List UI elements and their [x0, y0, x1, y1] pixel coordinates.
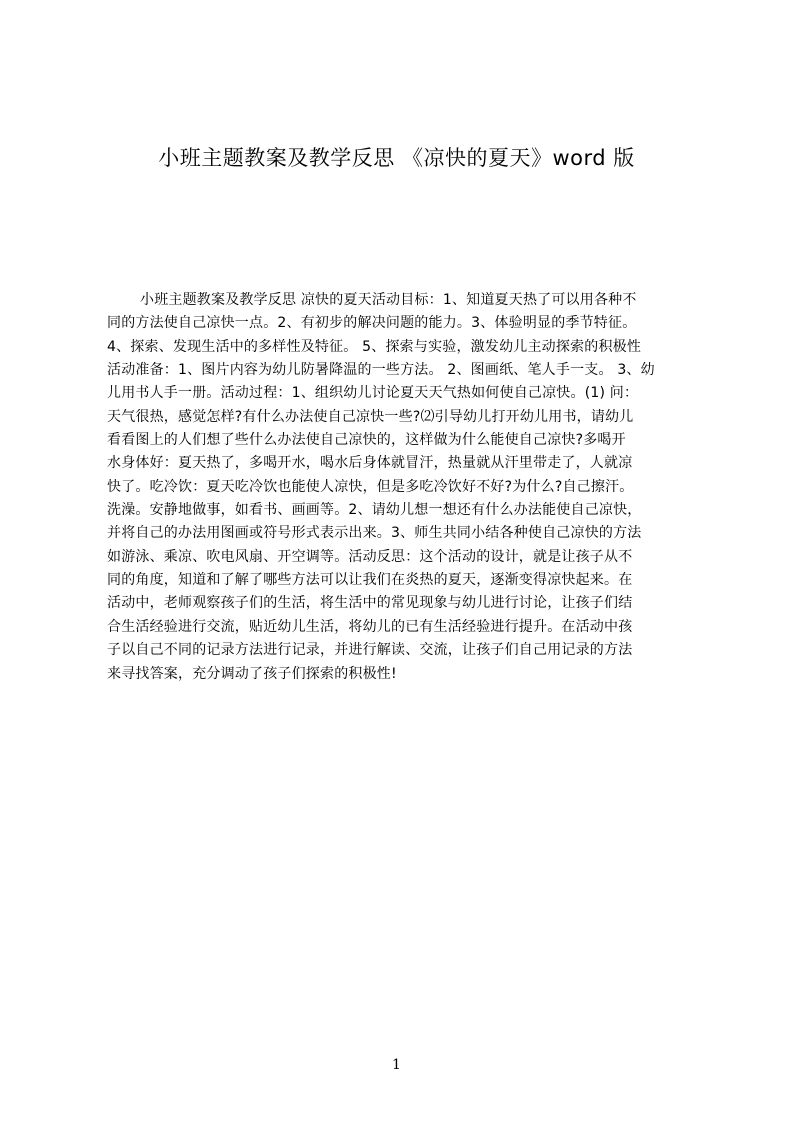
paragraph-line: 活动准备：1、图片内容为幼儿防暑降温的一些方法。 2、图画纸、笔人手一支。 3、幼	[107, 362, 655, 379]
paragraph-line: 快了。吃冷饮：夏天吃冷饮也能使人凉快，但是多吃冷饮好不好?为什么?自己擦汗。	[107, 478, 634, 495]
page-number: 1	[392, 1057, 401, 1073]
paragraph-line: 水身体好：夏天热了，多喝开水，喝水后身体就冒汗，热量就从汗里带走了，人就凉	[107, 455, 633, 472]
paragraph-line: 来寻找答案，充分调动了孩子们探索的积极性!	[107, 665, 397, 682]
paragraph-line: 4、探索、发现生活中的多样性及特征。 5、探索与实验，激发幼儿主动探索的积极性	[107, 338, 642, 355]
paragraph-line: 天气很热，感觉怎样?有什么办法使自己凉快一些?⑵引导幼儿打开幼儿用书，请幼儿	[107, 408, 634, 425]
paragraph-line: 如游泳、乘凉、吹电风扇、开空调等。活动反思：这个活动的设计，就是让孩子从不	[107, 548, 633, 565]
paragraph-line: 同的方法使自己凉快一点。2、有初步的解决问题的能力。3、体验明显的季节特征。	[107, 315, 637, 332]
paragraph-line: 同的角度，知道和了解了哪些方法可以让我们在炎热的夏天，逐渐变得凉快起来。在	[107, 572, 633, 589]
document-title: 小班主题教案及教学反思 《凉快的夏天》word 版	[158, 146, 635, 170]
paragraph-line: 小班主题教案及教学反思 凉快的夏天活动目标：1、知道夏天热了可以用各种不	[140, 292, 637, 308]
paragraph-line: 合生活经验进行交流，贴近幼儿生活，将幼儿的已有生活经验进行提升。在活动中孩	[107, 618, 633, 635]
paragraph-line: 子以自己不同的记录方法进行记录，并进行解读、交流，让孩子们自己用记录的方法	[107, 642, 633, 659]
paragraph-line: 洗澡。安静地做事，如看书、画画等。2、请幼儿想一想还有什么办法能使自己凉快，	[107, 502, 642, 519]
paragraph-line: 看看图上的人们想了些什么办法使自己凉快的，这样做为什么能使自己凉快?多喝开	[107, 432, 626, 449]
paragraph-line: 活动中，老师观察孩子们的生活，将生活中的常见现象与幼儿进行讨论，让孩子们结	[107, 595, 633, 612]
paragraph-line: 并将自己的办法用图画或符号形式表示出来。3、师生共同小结各种使自己凉快的方法	[107, 525, 642, 542]
body-paragraph	[107, 289, 697, 749]
paragraph-line: 儿用书人手一册。活动过程：1、组织幼儿讨论夏天天气热如何使自己凉快。(1) 问：	[107, 385, 639, 402]
